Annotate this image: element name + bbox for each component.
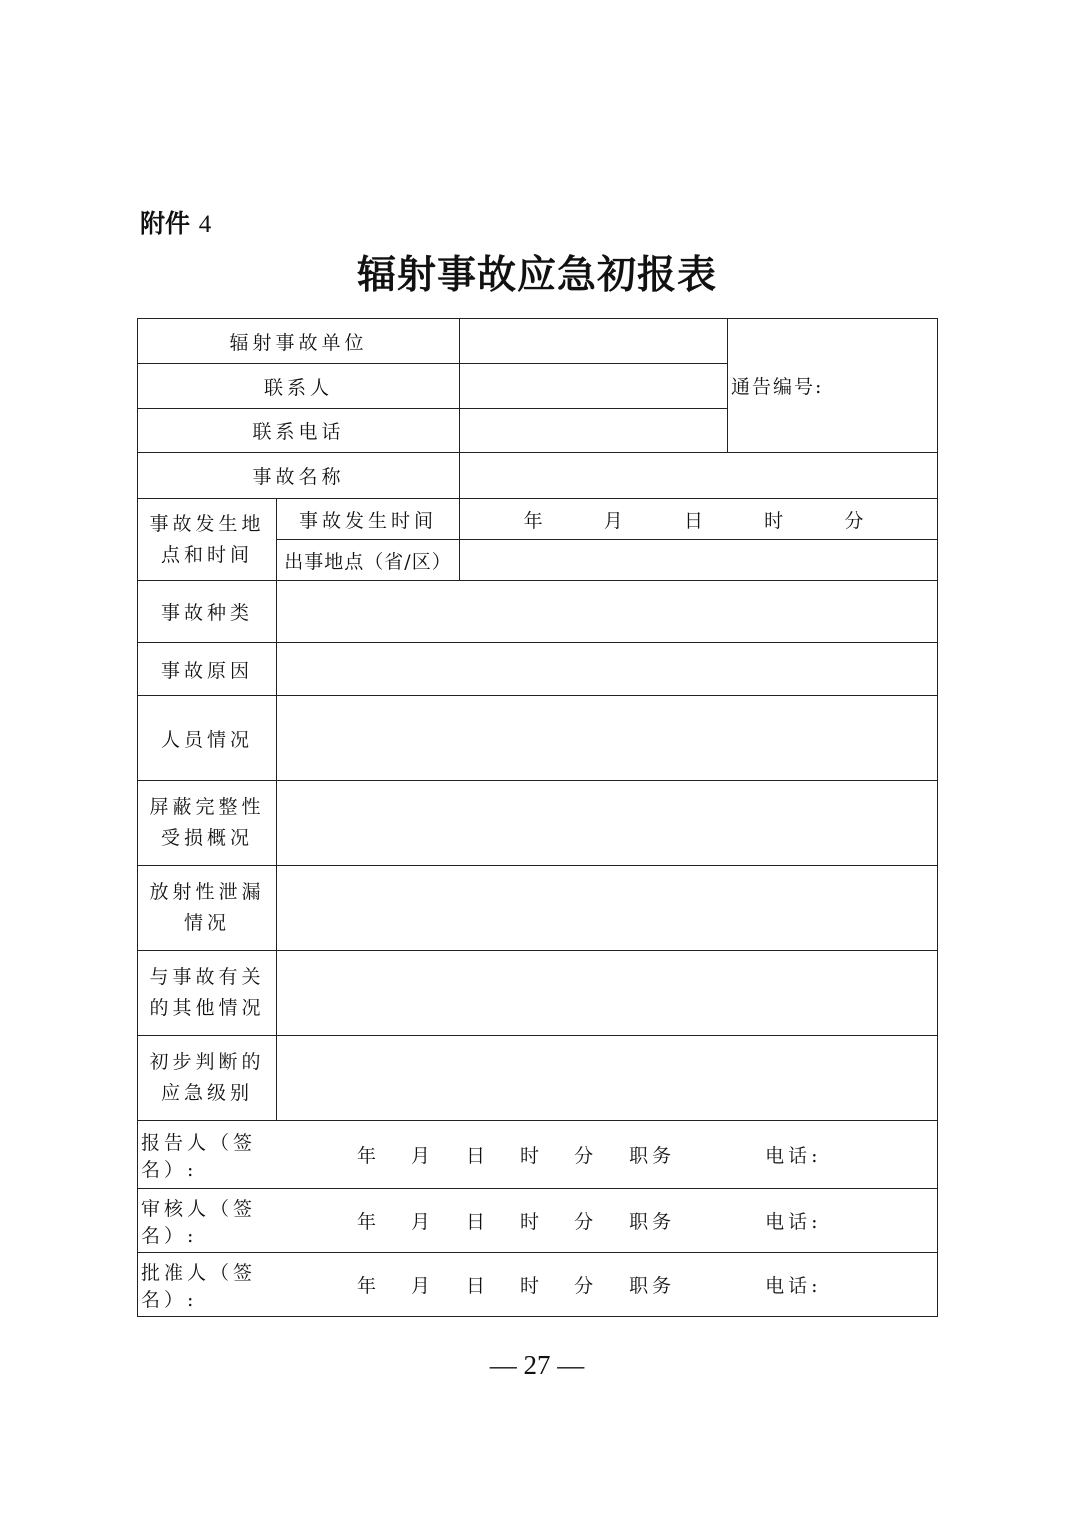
duty-label: 职务 [629, 1275, 676, 1297]
sign-hour: 时 [520, 1145, 540, 1167]
unit-hour: 时 [764, 509, 784, 532]
unit-field[interactable] [460, 319, 728, 364]
unit-day: 日 [683, 509, 703, 532]
sign-month: 月 [411, 1145, 431, 1167]
sign-hour: 时 [520, 1275, 540, 1297]
personnel-label: 人员情况 [138, 696, 277, 781]
accident-type-label: 事故种类 [138, 581, 277, 643]
occur-time-field[interactable] [460, 499, 938, 540]
sign-month: 月 [411, 1211, 431, 1233]
place-time-label: 事故发生地点和时间 [138, 499, 277, 581]
reporter-row[interactable] [138, 1121, 938, 1189]
reviewer-label: 审核人（签名）: [141, 1197, 257, 1247]
radioactive-leak-field[interactable] [277, 866, 938, 951]
unit-year: 年 [523, 509, 543, 532]
tel-label: 电话: [765, 1145, 822, 1167]
duty-label: 职务 [629, 1145, 676, 1167]
emergency-level-label: 初步判断的应急级别 [138, 1036, 277, 1121]
attachment-label [140, 204, 211, 240]
other-info-label: 与事故有关的其他情况 [138, 951, 277, 1036]
sign-minute: 分 [574, 1211, 594, 1233]
tel-label: 电话: [765, 1211, 822, 1233]
reviewer-sign-line [141, 1194, 934, 1248]
shield-damage-label: 屏蔽完整性受损概况 [138, 781, 277, 866]
reporter-sign-line [141, 1128, 934, 1182]
sign-year: 年 [357, 1275, 377, 1297]
sign-day: 日 [466, 1211, 486, 1233]
sign-minute: 分 [574, 1275, 594, 1297]
attachment-word: 附件 [140, 209, 191, 238]
occur-time-label: 事故发生时间 [277, 499, 460, 540]
phone-label: 联系电话 [138, 409, 460, 453]
accident-name-label: 事故名称 [138, 453, 460, 499]
emergency-level-field[interactable] [277, 1036, 938, 1121]
sign-day: 日 [466, 1275, 486, 1297]
location-field[interactable] [460, 540, 938, 581]
accident-cause-field[interactable] [277, 643, 938, 696]
notice-number-cell[interactable] [728, 319, 938, 453]
unit-month: 月 [603, 509, 623, 532]
sign-hour: 时 [520, 1211, 540, 1233]
attachment-number: 4 [198, 211, 212, 238]
document-title: 辐射事故应急初报表 [356, 252, 717, 298]
contact-label: 联系人 [138, 364, 460, 409]
sign-year: 年 [357, 1211, 377, 1233]
personnel-field[interactable] [277, 696, 938, 781]
accident-report-form [137, 318, 938, 1317]
radioactive-leak-label: 放射性泄漏情况 [138, 866, 277, 951]
location-label: 出事地点（省/区） [277, 540, 460, 581]
shield-damage-field[interactable] [277, 781, 938, 866]
duty-label: 职务 [629, 1211, 676, 1233]
contact-field[interactable] [460, 364, 728, 409]
unit-label: 辐射事故单位 [138, 319, 460, 364]
unit-minute: 分 [844, 509, 864, 532]
approver-sign-line [141, 1258, 934, 1312]
accident-cause-label: 事故原因 [138, 643, 277, 696]
sign-year: 年 [357, 1145, 377, 1167]
approver-label: 批准人（签名）: [141, 1261, 257, 1311]
reviewer-row[interactable] [138, 1189, 938, 1253]
page-number: — 27 — [489, 1350, 585, 1380]
phone-field[interactable] [460, 409, 728, 453]
approver-row[interactable] [138, 1253, 938, 1317]
reporter-label: 报告人（签名）: [141, 1131, 257, 1181]
sign-day: 日 [466, 1145, 486, 1167]
accident-name-field[interactable] [460, 453, 938, 499]
tel-label: 电话: [765, 1275, 822, 1297]
notice-number-label: 通告编号: [731, 376, 824, 398]
occur-time-units [463, 506, 934, 533]
accident-type-field[interactable] [277, 581, 938, 643]
sign-month: 月 [411, 1275, 431, 1297]
other-info-field[interactable] [277, 951, 938, 1036]
sign-minute: 分 [574, 1145, 594, 1167]
